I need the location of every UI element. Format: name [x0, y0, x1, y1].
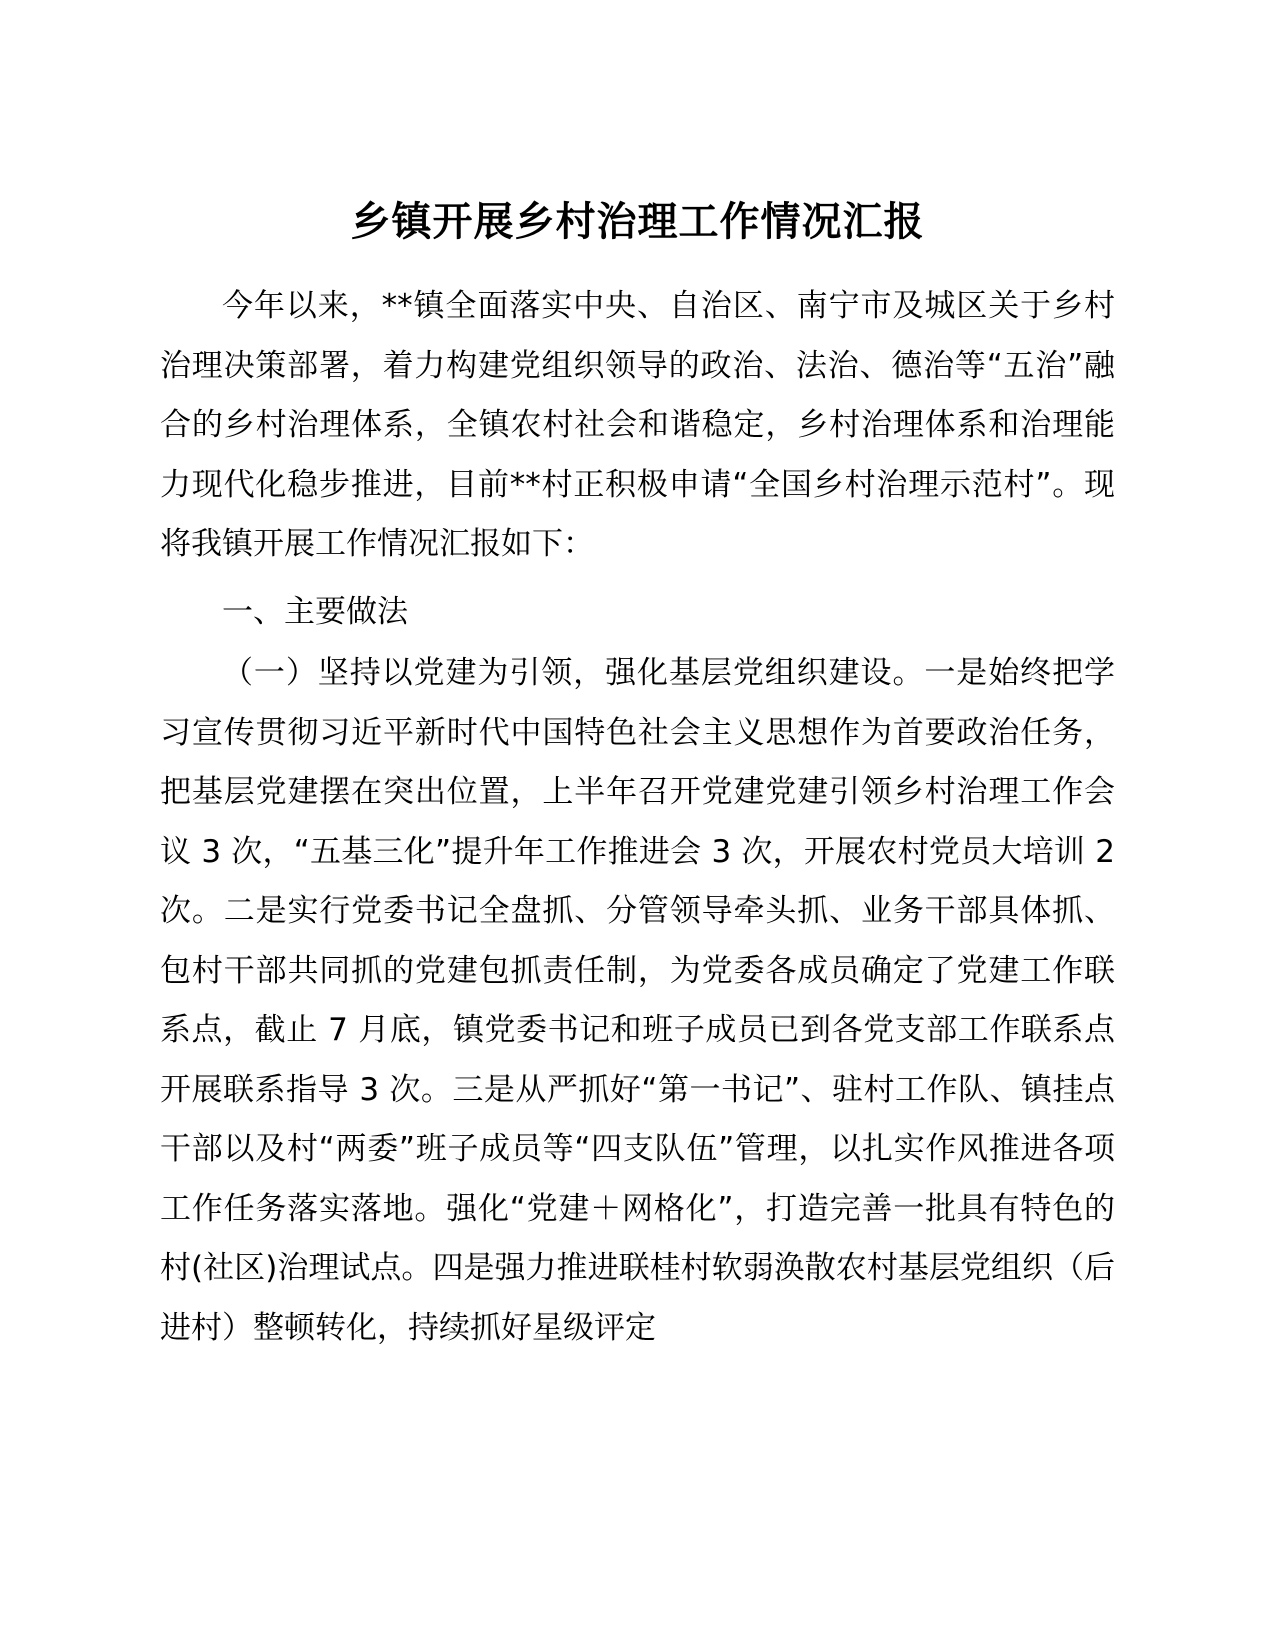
- section-heading-one: 一、主要做法: [222, 593, 408, 630]
- page-title: 乡镇开展乡村治理工作情况汇报: [350, 199, 925, 245]
- paragraph-section-one-item-1: （一）坚持以党建为引领，强化基层党组织建设。一是始终把学习宣传贯彻习近平新时代中国特色社会主义思想作为首要政治任务，把基层党建摆在突出位置，上半年召开党建党建引领乡村治理工作会议 3 次，“五基三化”提升年工作推进会 3 次，开展农村党员大培训 2 次。二是实行党委书记全盘抓、分管领导牵头抓、业务干部具体抓、包村干部共同抓的党建包抓责任制，为党委各成员确定了党建工作联系点，截止 7 月底，镇党委书记和班子成员已到各党支部工作联系点开展联系指导 3 次。三是从严抓好“第一书记”、驻村工作队、镇挂点干部以及村“两委”班子成员等“四支队伍”管理，以扎实作风推进各项工作任务落实落地。强化“党建＋网格化”，打造完善一批具有特色的村(社区)治理试点。四是强力推进联桂村软弱涣散农村基层党组织（后进村）整顿转化，持续抓好星级评定: [160, 655, 1115, 1346]
- paragraph-intro: 今年以来，**镇全面落实中央、自治区、南宁市及城区关于乡村治理决策部署，着力构建党组织领导的政治、法治、德治等“五治”融合的乡村治理体系，全镇农村社会和谐稳定，乡村治理体系和治理能力现代化稳步推进，目前**村正积极申请“全国乡村治理示范村”。现将我镇开展工作情况汇报如下：: [160, 288, 1115, 563]
